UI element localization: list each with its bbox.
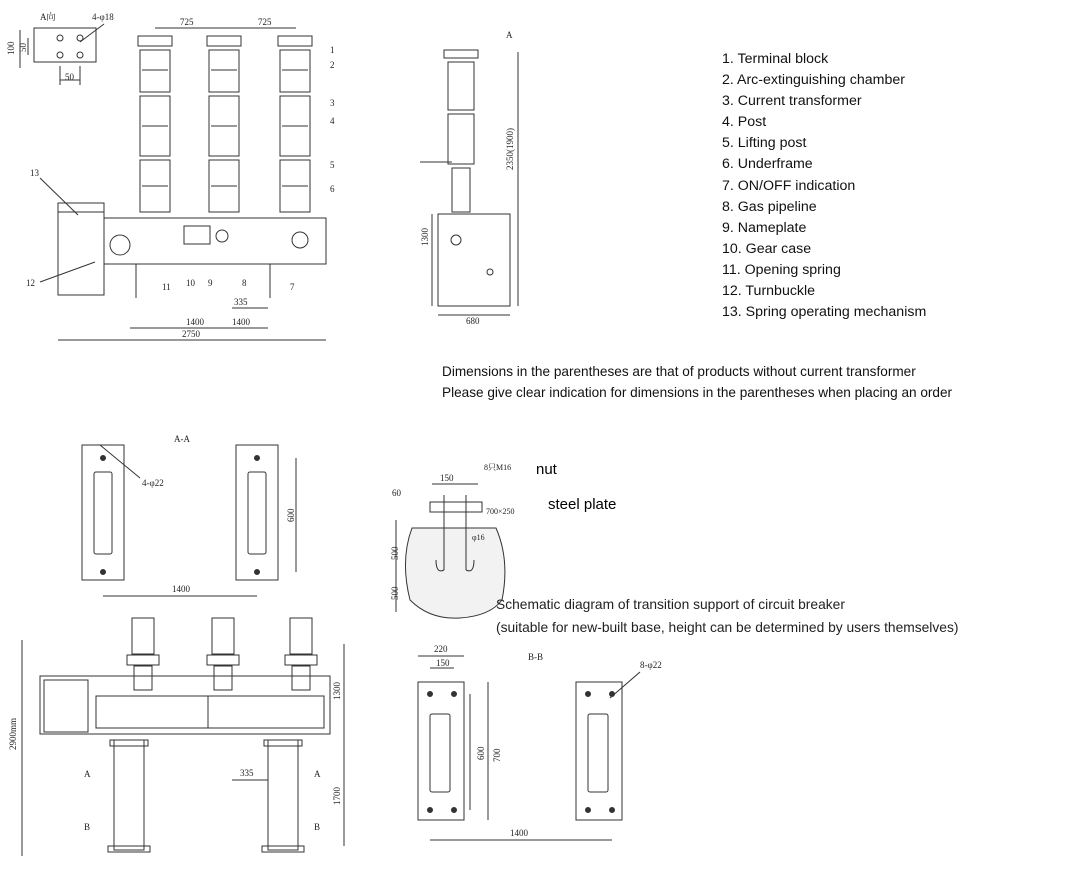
dim-60: 60 xyxy=(392,488,401,498)
plate-dim: 700×250 xyxy=(486,507,515,516)
dim-pitch-1: 725 xyxy=(180,17,194,27)
callout-12: 12 xyxy=(26,278,35,288)
nut-annotation: nut xyxy=(536,461,557,478)
bottom-view xyxy=(8,618,344,856)
bolt-hole xyxy=(77,52,83,58)
dim-700: 700 xyxy=(492,748,502,762)
holes-4-phi22: 4-φ22 xyxy=(142,478,164,488)
callout-11: 11 xyxy=(162,282,171,292)
callout-4: 4 xyxy=(330,116,335,126)
legend-item: 8. Gas pipeline xyxy=(722,198,817,215)
legend-item: 2. Arc-extinguishing chamber xyxy=(722,72,905,89)
component-legend xyxy=(722,49,926,323)
section-mark-a-right: A xyxy=(314,769,321,779)
phi-16: φ16 xyxy=(472,533,485,542)
section-mark-a-left: A xyxy=(84,769,91,779)
dim-335: 335 xyxy=(234,297,248,307)
bolt-hole xyxy=(57,52,63,58)
right-support xyxy=(268,740,298,850)
dim-1300: 1300 xyxy=(332,682,342,700)
steel-plate-annotation: steel plate xyxy=(548,496,617,513)
section-bb-title: B-B xyxy=(528,652,544,662)
callout-10: 10 xyxy=(186,278,195,288)
dim-1400-b: 1400 xyxy=(232,317,250,327)
mechanism-box xyxy=(438,214,510,306)
legend-item: 10. Gear case xyxy=(722,240,812,257)
dim-pitch-2: 725 xyxy=(258,17,272,27)
callout-6: 6 xyxy=(330,184,335,194)
section-aa-title: A-A xyxy=(174,434,190,444)
dim-600: 600 xyxy=(286,508,296,522)
dim-1300: 1300 xyxy=(420,228,430,246)
bolt-label: 8只M16 xyxy=(484,463,512,472)
legend-item: 12. Turnbuckle xyxy=(722,283,816,300)
legend-item: 1. Terminal block xyxy=(722,51,829,67)
dim-150: 150 xyxy=(436,658,450,668)
dim-150: 150 xyxy=(440,473,454,483)
dim-680: 680 xyxy=(466,316,480,326)
legend-item: 4. Post xyxy=(722,114,767,131)
callout-1: 1 xyxy=(330,45,335,55)
schematic-title: Schematic diagram of transition support of circuit breaker xyxy=(496,597,845,612)
hole-label: 4-φ18 xyxy=(92,12,114,22)
dim-1400: 1400 xyxy=(172,584,190,594)
holes-8-phi22: 8-φ22 xyxy=(640,660,662,670)
side-view xyxy=(420,30,518,326)
callout-3: 3 xyxy=(330,98,335,108)
pole-3 xyxy=(278,36,312,212)
front-view xyxy=(6,11,335,340)
dim-220: 220 xyxy=(434,644,448,654)
callout-13: 13 xyxy=(30,168,39,178)
terminal-detail xyxy=(34,28,96,62)
gear xyxy=(110,235,130,255)
a-mark: A xyxy=(506,30,513,40)
dim-1400: 1400 xyxy=(510,828,528,838)
dim-1400-a: 1400 xyxy=(186,317,204,327)
dim-500-b: 500 xyxy=(390,586,400,600)
a-direction-label: A向 xyxy=(40,12,56,22)
bolt-hole xyxy=(57,35,63,41)
legend-item: 7. ON/OFF indication xyxy=(722,177,856,194)
legend-item: 11. Opening spring xyxy=(722,261,841,278)
dim-1700: 1700 xyxy=(332,787,342,805)
left-support xyxy=(114,740,144,850)
dim-500-a: 500 xyxy=(390,546,400,560)
dim-335: 335 xyxy=(240,768,254,778)
dim-50-v: 50 xyxy=(18,43,28,52)
section-mark-b-right: B xyxy=(314,822,321,832)
callout-8: 8 xyxy=(242,278,247,288)
underframe xyxy=(104,218,326,264)
steel-plate xyxy=(430,502,482,512)
schematic-subtitle: (suitable for new-built base, height can be determined by users themselves) xyxy=(496,620,959,635)
dim-height: 2350(1900) xyxy=(505,128,515,170)
callout-7: 7 xyxy=(290,282,295,292)
legend-item: 9. Nameplate xyxy=(722,219,807,236)
dim-2900mm: 2900mm xyxy=(8,717,18,750)
transition-support xyxy=(390,463,515,618)
section-bb xyxy=(418,644,662,840)
dim-100: 100 xyxy=(6,41,16,55)
frame xyxy=(40,676,330,734)
section-mark-b-left: B xyxy=(84,822,91,832)
legend-item: 6. Underframe xyxy=(722,156,813,173)
legend-item: 5. Lifting post xyxy=(722,135,807,152)
operating-mechanism xyxy=(58,203,104,295)
legend-item: 13. Spring operating mechanism xyxy=(722,304,927,321)
note-line-2: Please give clear indication for dimensions in the parentheses when placing an order xyxy=(442,385,953,400)
callout-9: 9 xyxy=(208,278,213,288)
callout-2: 2 xyxy=(330,60,335,70)
dim-600: 600 xyxy=(476,746,486,760)
legend-item: 3. Current transformer xyxy=(722,93,862,110)
pole-1 xyxy=(138,36,172,212)
pole-2 xyxy=(207,36,241,212)
dim-50-h: 50 xyxy=(65,72,74,82)
note-line-1: Dimensions in the parentheses are that of products without current transformer xyxy=(442,364,916,379)
callout-5: 5 xyxy=(330,160,335,170)
dim-2750: 2750 xyxy=(182,329,200,339)
section-aa xyxy=(82,434,296,596)
nameplate xyxy=(184,226,210,244)
